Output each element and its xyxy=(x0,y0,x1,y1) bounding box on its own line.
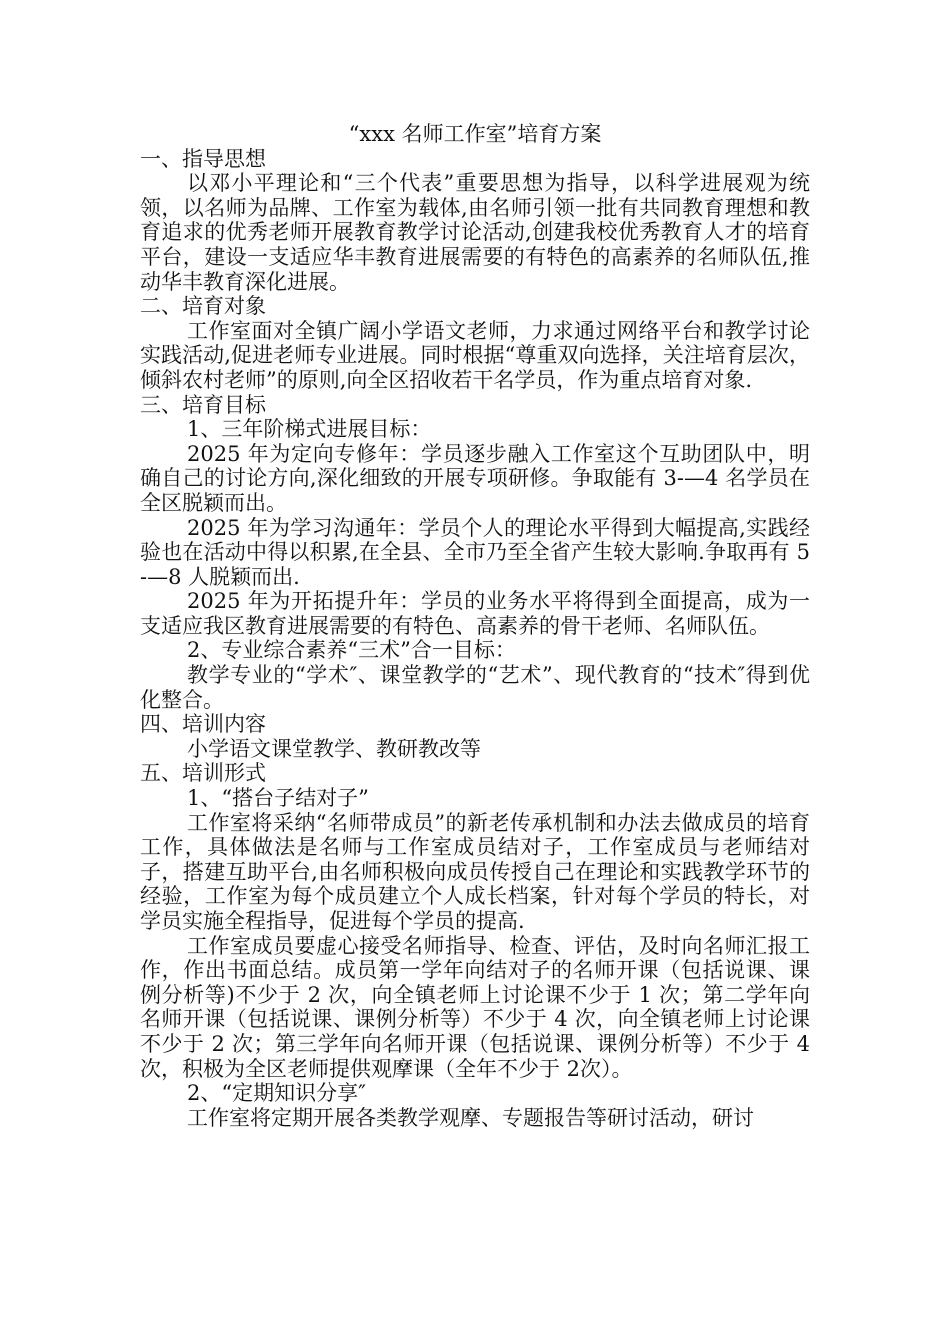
paragraph: 1、三年阶梯式进展目标： xyxy=(187,417,432,442)
section-heading: 五、培训形式 xyxy=(140,761,266,786)
paragraph: 工作室将采纳“名师带成员”的新老传承机制和办法去做成员的培育工作，具体做法是名师与工作室成员结对子，工作室成员与老师结对子，搭建互助平台,由名师积极向成员传授自己在理论和实践教学环节的经验，工作室为每个成员建立个人成长档案，针对每个学员的特长，对学员实施全程指导，促进每个学员的提高. xyxy=(140,810,810,933)
document-body xyxy=(140,122,810,1130)
section-heading: 三、培育目标 xyxy=(140,392,266,417)
paragraph: 2、“定期知识分享″ xyxy=(187,1081,366,1106)
paragraph: 教学专业的“学术″、课堂教学的“艺术”、现代教育的“技术″得到优化整合。 xyxy=(140,663,810,712)
paragraph: 以邓小平理论和“三个代表”重要思想为指导，以科学进展观为统领，以名师为品牌、工作室为载体,由名师引领一批有共同教育理想和教育追求的优秀老师开展教育教学讨论活动,创建我校优秀教育人才的培育平台，建设一支适应华丰教育进展需要的有特色的高素养的名师队伍,推动华丰教育深化进展。 xyxy=(140,171,810,294)
paragraph: 工作室面对全镇广阔小学语文老师，力求通过网络平台和教学讨论实践活动,促进老师专业进展。同时根据“尊重双向选择，关注培育层次，倾斜农村老师”的原则,向全区招收若干名学员，作为重点培育对象. xyxy=(140,318,810,392)
paragraph: 2025 年为定向专修年：学员逐步融入工作室这个互助团队中，明确自己的讨论方向,深化细致的开展专项研修。争取能有 3-—4 名学员在全区脱颖而出。 xyxy=(140,441,810,515)
paragraph: 工作室将定期开展各类教学观摩、专题报告等研讨活动，研讨 xyxy=(187,1105,754,1130)
paragraph: 1、“搭台子结对子” xyxy=(187,786,369,811)
paragraph: 2、专业综合素养“三术”合一目标： xyxy=(187,638,516,663)
paragraph: 小学语文课堂教学、教研教改等 xyxy=(187,736,481,761)
section-heading: 二、培育对象 xyxy=(140,294,266,319)
paragraph: 2025 年为开拓提升年：学员的业务水平将得到全面提高，成为一支适应我区教育进展需要的有特色、高素养的骨干老师、名师队伍。 xyxy=(140,589,810,638)
section-heading: 一、指导思想 xyxy=(140,146,266,171)
document-title: “xxx 名师工作室”培育方案 xyxy=(348,122,602,146)
section-heading: 四、培训内容 xyxy=(140,712,266,737)
paragraph: 工作室成员要虚心接受名师指导、检查、评估，及时向名师汇报工作，作出书面总结。成员第一学年向结对子的名师开课（包括说课、课例分析等)不少于 2 次，向全镇老师上讨论课不少于 1 次；第二学年向名师开课（包括说课、课例分析等）不少于 4 次，向全镇老师上讨论课不少于 2 次；第三学年向名师开课（包括说课、课例分析等）不少于 4 次，积极为全区老师提供观摩课（全年不少于 2次）。 xyxy=(140,933,810,1081)
paragraph: 2025 年为学习沟通年：学员个人的理论水平得到大幅提高,实践经验也在活动中得以积累,在全县、全市乃至全省产生较大影响.争取再有 5-—8 人脱颖而出. xyxy=(140,515,810,589)
document-paragraphs xyxy=(140,147,810,1131)
